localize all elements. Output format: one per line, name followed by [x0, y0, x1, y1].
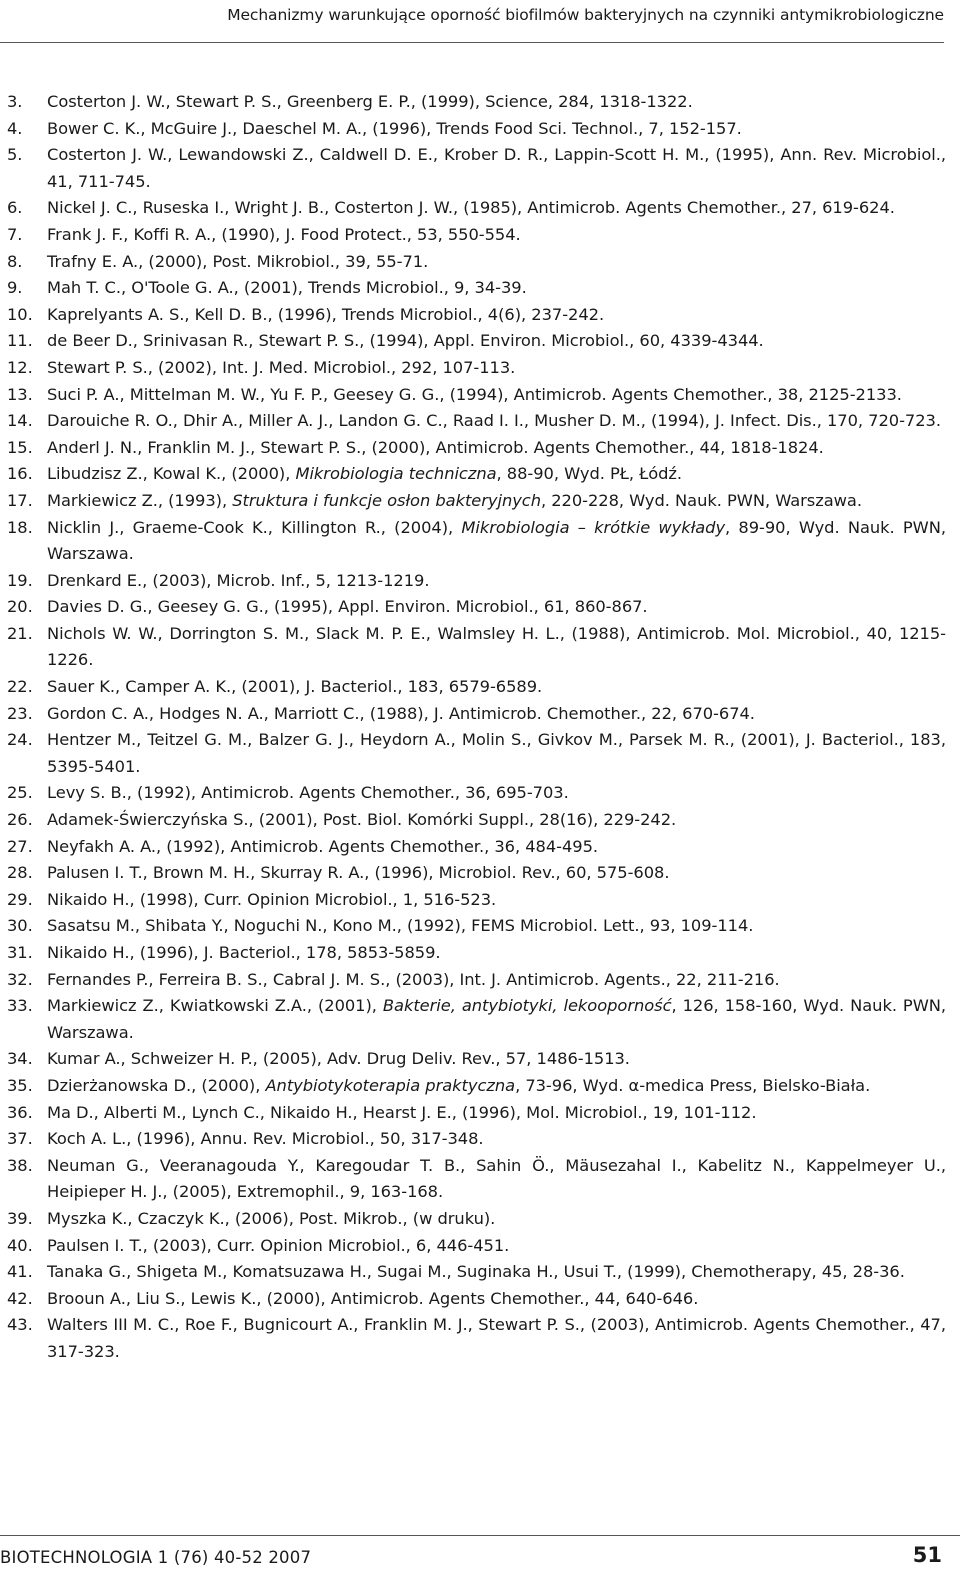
- reference-item: [0, 860, 960, 887]
- reference-number: 26.: [7, 810, 33, 830]
- reference-item: [0, 1286, 960, 1313]
- reference-text: Koch A. L., (1996), Annu. Rev. Microbiol., 50, 317-348.: [47, 1129, 484, 1149]
- reference-text: Costerton J. W., Lewandowski Z., Caldwell D. E., Krober D. R., Lappin-Scott H. M., (1995), Ann. Rev. Microbiol., 41, 711-745.: [47, 145, 946, 191]
- reference-number: 17.: [7, 490, 33, 510]
- reference-item: [0, 435, 960, 462]
- reference-title-italic: Struktura i funkcje osłon bakteryjnych: [232, 490, 541, 510]
- reference-item: [0, 1153, 960, 1206]
- reference-text: Dzierżanowska D., (2000),: [47, 1075, 266, 1095]
- reference-number: 10.: [7, 304, 33, 324]
- reference-text: Nikaido H., (1996), J. Bacteriol., 178, 5853-5859.: [47, 943, 441, 962]
- reference-number: 27.: [7, 836, 33, 856]
- reference-number: 38.: [7, 1155, 33, 1175]
- reference-number: 20.: [7, 597, 33, 617]
- reference-item: [0, 727, 960, 780]
- reference-number: 36.: [7, 1102, 33, 1122]
- reference-item: [0, 887, 960, 914]
- reference-text: Kumar A., Schweizer H. P., (2005), Adv. Drug Deliv. Rev., 57, 1486-1513.: [47, 1049, 630, 1069]
- reference-number: 43.: [7, 1315, 33, 1335]
- reference-title-italic: Mikrobiologia techniczna: [295, 464, 497, 484]
- reference-text: Levy S. B., (1992), Antimicrob. Agents Chemother., 36, 695-703.: [47, 783, 569, 803]
- reference-text: , 89-90, Wyd. Nauk. PWN, Warszawa.: [47, 517, 946, 564]
- reference-item: [0, 195, 960, 222]
- reference-number: 42.: [7, 1288, 33, 1308]
- reference-number: 29.: [7, 889, 33, 909]
- reference-text: Tanaka G., Shigeta M., Komatsuzawa H., Sugai M., Suginaka H., Usui T., (1999), Chemotherapy, 45, 28-36.: [47, 1262, 905, 1282]
- reference-item: [0, 275, 960, 302]
- reference-item: [0, 621, 960, 674]
- reference-number: 7.: [7, 224, 23, 244]
- reference-title-italic: Antybiotykoterapia praktyczna: [265, 1075, 516, 1095]
- reference-text: Fernandes P., Ferreira B. S., Cabral J. M. S., (2003), Int. J. Antimicrob. Agents., 22, 211-216.: [47, 969, 780, 989]
- reference-item: [0, 940, 960, 967]
- reference-number: 21.: [7, 623, 33, 643]
- reference-number: 6.: [7, 198, 23, 218]
- reference-item: [0, 834, 960, 861]
- reference-number: 32.: [7, 969, 33, 989]
- reference-text: Bower C. K., McGuire J., Daeschel M. A., (1996), Trends Food Sci. Technol., 7, 152-157.: [47, 118, 742, 138]
- reference-item: [0, 1126, 960, 1153]
- reference-number: 9.: [7, 278, 23, 298]
- reference-text: , 73-96, Wyd. α-medica Press, Bielsko-Biała.: [515, 1075, 871, 1095]
- reference-item: [0, 328, 960, 355]
- reference-item: [0, 142, 960, 195]
- reference-number: 34.: [7, 1049, 33, 1069]
- reference-text: Markiewicz Z., (1993),: [47, 490, 233, 510]
- reference-item: [0, 1046, 960, 1073]
- reference-item: [0, 780, 960, 807]
- reference-number: 41.: [7, 1262, 33, 1282]
- reference-item: [0, 594, 960, 621]
- reference-number: 11.: [7, 331, 33, 351]
- reference-item: [0, 249, 960, 276]
- reference-text: Sasatsu M., Shibata Y., Noguchi N., Kono M., (1992), FEMS Microbiol. Lett., 93, 109-114.: [47, 916, 754, 936]
- reference-number: 37.: [7, 1129, 33, 1149]
- reference-number: 19.: [7, 570, 33, 590]
- reference-item: [0, 1259, 960, 1286]
- reference-text: Neyfakh A. A., (1992), Antimicrob. Agents Chemother., 36, 484-495.: [47, 836, 599, 856]
- reference-text: Sauer K., Camper A. K., (2001), J. Bacteriol., 183, 6579-6589.: [47, 677, 543, 697]
- reference-item: [0, 993, 960, 1046]
- reference-text: Nichols W. W., Dorrington S. M., Slack M. P. E., Walmsley H. L., (1988), Antimicrob. Mol. Microbiol., 40, 1215-1226.: [47, 623, 946, 670]
- reference-item: [0, 1233, 960, 1260]
- footer-divider: [0, 1535, 960, 1536]
- reference-text: Costerton J. W., Stewart P. S., Greenberg E. P., (1999), Science, 284, 1318-1322.: [47, 92, 693, 111]
- reference-number: 24.: [7, 730, 33, 750]
- reference-text: Markiewicz Z., Kwiatkowski Z.A., (2001),: [47, 996, 383, 1016]
- reference-title-italic: Bakterie, antybiotyki, lekooporność: [382, 996, 672, 1016]
- reference-number: 25.: [7, 783, 33, 803]
- reference-text: de Beer D., Srinivasan R., Stewart P. S., (1994), Appl. Environ. Microbiol., 60, 4339-4344.: [47, 331, 764, 351]
- reference-text: Nikaido H., (1998), Curr. Opinion Microbiol., 1, 516-523.: [47, 889, 497, 909]
- reference-text: Palusen I. T., Brown M. H., Skurray R. A., (1996), Microbiol. Rev., 60, 575-608.: [47, 863, 670, 883]
- reference-number: 39.: [7, 1208, 33, 1228]
- reference-number: 16.: [7, 464, 33, 484]
- journal-citation: BIOTECHNOLOGIA 1 (76) 40-52 2007: [0, 1548, 312, 1567]
- reference-text: Hentzer M., Teitzel G. M., Balzer G. J., Heydorn A., Molin S., Givkov M., Parsek M. R., (2001), J. Bacteriol., 183, 5395-5401.: [47, 730, 946, 776]
- reference-text: Kaprelyants A. S., Kell D. B., (1996), Trends Microbiol., 4(6), 237-242.: [47, 304, 605, 324]
- reference-number: 18.: [7, 517, 33, 537]
- reference-item: [0, 1100, 960, 1127]
- running-header: Mechanizmy warunkujące oporność biofilmów bakteryjnych na czynniki antymikrobiologiczne: [0, 0, 944, 43]
- reference-number: 28.: [7, 863, 33, 883]
- reference-item: [0, 1073, 960, 1100]
- reference-title-italic: Mikrobiologia – krótkie wykłady: [461, 517, 726, 537]
- reference-item: [0, 355, 960, 382]
- reference-text: , 220-228, Wyd. Nauk. PWN, Warszawa.: [540, 490, 862, 510]
- reference-number: 31.: [7, 943, 33, 962]
- reference-number: 8.: [7, 251, 23, 271]
- reference-text: Suci P. A., Mittelman M. W., Yu F. P., Geesey G. G., (1994), Antimicrob. Agents Chemother., 38, 2125-2133.: [47, 384, 902, 404]
- reference-item: [0, 461, 960, 488]
- reference-number: 33.: [7, 996, 33, 1016]
- reference-text: Walters III M. C., Roe F., Bugnicourt A., Franklin M. J., Stewart P. S., (2003), Antimicrob. Agents Chemother., 47, 317-323.: [47, 1315, 946, 1361]
- reference-number: 30.: [7, 916, 33, 936]
- reference-item: [0, 382, 960, 409]
- reference-text: Anderl J. N., Franklin M. J., Stewart P. S., (2000), Antimicrob. Agents Chemother., 44, 1818-1824.: [47, 437, 824, 457]
- reference-number: 15.: [7, 437, 33, 457]
- reference-item: [0, 913, 960, 940]
- reference-item: [0, 568, 960, 595]
- reference-text: Darouiche R. O., Dhir A., Miller A. J., Landon G. C., Raad I. I., Musher D. M., (1994), J. Infect. Dis., 170, 720-723.: [47, 411, 941, 431]
- reference-text: Nicklin J., Graeme-Cook K., Killington R., (2004),: [47, 517, 462, 537]
- reference-text: Nickel J. C., Ruseska I., Wright J. B., Costerton J. W., (1985), Antimicrob. Agents Chemother., 27, 619-624.: [47, 198, 895, 218]
- reference-number: 12.: [7, 357, 33, 377]
- reference-text: Frank J. F., Koffi R. A., (1990), J. Food Protect., 53, 550-554.: [47, 224, 521, 244]
- reference-item: [0, 408, 960, 435]
- reference-number: 35.: [7, 1075, 33, 1095]
- reference-item: [0, 701, 960, 728]
- reference-text: Adamek-Świerczyńska S., (2001), Post. Biol. Komórki Suppl., 28(16), 229-242.: [47, 810, 677, 830]
- reference-item: [0, 116, 960, 143]
- reference-text: Ma D., Alberti M., Lynch C., Nikaido H., Hearst J. E., (1996), Mol. Microbiol., 19, 101-112.: [47, 1102, 757, 1122]
- reference-text: Myszka K., Czaczyk K., (2006), Post. Mikrob., (w druku).: [47, 1208, 496, 1228]
- reference-number: 4.: [7, 118, 23, 138]
- reference-text: Gordon C. A., Hodges N. A., Marriott C., (1988), J. Antimicrob. Chemother., 22, 670-674.: [47, 703, 755, 723]
- reference-number: 14.: [7, 411, 33, 431]
- reference-item: [0, 302, 960, 329]
- reference-item: [0, 967, 960, 994]
- reference-item: [0, 1312, 960, 1365]
- reference-text: , 126, 158-160, Wyd. Nauk. PWN, Warszawa.: [47, 996, 947, 1042]
- reference-item: [0, 488, 960, 515]
- reference-number: 22.: [7, 677, 33, 697]
- reference-list: [0, 89, 960, 1366]
- reference-text: Stewart P. S., (2002), Int. J. Med. Microbiol., 292, 107-113.: [47, 357, 516, 377]
- reference-text: Mah T. C., O'Toole G. A., (2001), Trends Microbiol., 9, 34-39.: [47, 278, 527, 298]
- reference-item: [0, 89, 960, 116]
- reference-item: [0, 1206, 960, 1233]
- reference-text: , 88-90, Wyd. PŁ, Łódź.: [496, 464, 683, 484]
- reference-item: [0, 515, 960, 568]
- reference-text: Brooun A., Liu S., Lewis K., (2000), Antimicrob. Agents Chemother., 44, 640-646.: [47, 1288, 699, 1308]
- reference-number: 40.: [7, 1235, 33, 1255]
- reference-number: 13.: [7, 384, 33, 404]
- reference-item: [0, 674, 960, 701]
- reference-number: 5.: [7, 145, 23, 165]
- reference-item: [0, 222, 960, 249]
- page-number: 51: [912, 1543, 942, 1567]
- reference-text: Paulsen I. T., (2003), Curr. Opinion Microbiol., 6, 446-451.: [47, 1235, 510, 1255]
- reference-text: Libudzisz Z., Kowal K., (2000),: [47, 464, 296, 484]
- reference-text: Neuman G., Veeranagouda Y., Karegoudar T. B., Sahin Ö., Mäusezahal I., Kabelitz N., Kappelmeyer U., Heipieper H. J., (2005), Extremophil., 9, 163-168.: [47, 1155, 946, 1202]
- reference-number: 3.: [7, 92, 23, 111]
- reference-text: Trafny E. A., (2000), Post. Mikrobiol., 39, 55-71.: [47, 251, 429, 271]
- reference-text: Davies D. G., Geesey G. G., (1995), Appl. Environ. Microbiol., 61, 860-867.: [47, 597, 648, 617]
- reference-number: 23.: [7, 703, 33, 723]
- reference-item: [0, 807, 960, 834]
- reference-text: Drenkard E., (2003), Microb. Inf., 5, 1213-1219.: [47, 570, 430, 590]
